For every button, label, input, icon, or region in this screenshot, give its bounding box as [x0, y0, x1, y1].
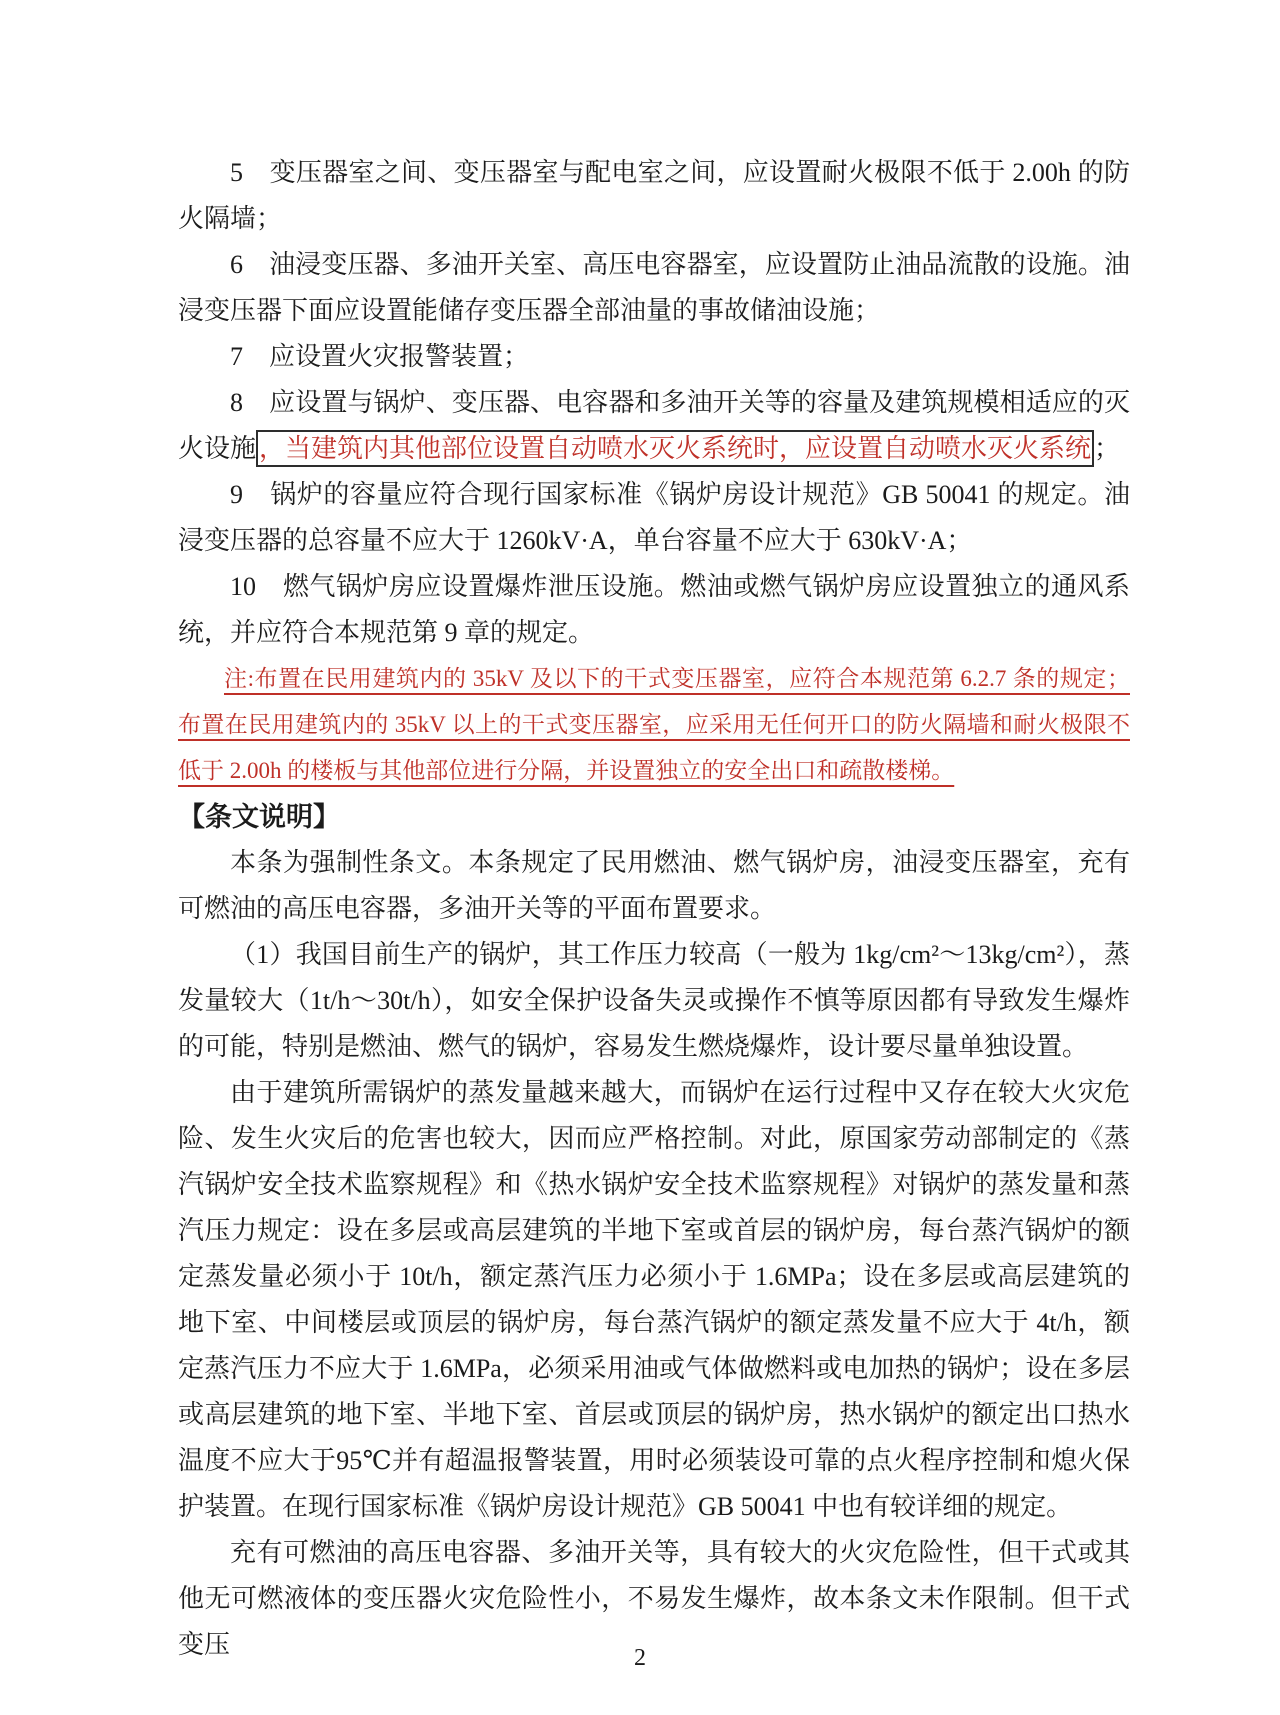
paragraph-item: [178, 242, 1130, 334]
text-run: 由于建筑所需锅炉的蒸发量越来越大，而锅炉在运行过程中又存在较大火灾危险、发生火灾后的危害也较大，因而应严格控制。对此，原国家劳动部制定的《蒸汽锅炉安全技术监察规程》和《热水锅炉安全技术监察规程》对锅炉的蒸发量和蒸汽压力规定：设在多层或高层建筑的半地下室或首层的锅炉房，每台蒸汽锅炉的额定蒸发量必须小于 10t/h，额定蒸汽压力必须小于 1.6MPa；设在多层或高层建筑的地下室、中间楼层或顶层的锅炉房，每台蒸汽锅炉的额定蒸发量不应大于 4t/h，额定蒸汽压力不应大于 1.6MPa，必须采用油或气体做燃料或电加热的锅炉；设在多层或高层建筑的地下室、半地下室、首层或顶层的锅炉房，热水锅炉的额定出口热水温度不应大于95℃并有超温报警装置，用时必须装设可靠的点火程序控制和熄火保护装置。在现行国家标准《锅炉房设计规范》GB 50041 中也有较详细的规定。: [178, 1078, 1130, 1521]
text-run: 6 油浸变压器、多油开关室、高压电容器室，应设置防止油品流散的设施。油浸变压器下面应设置能储存变压器全部油量的事故储油设施；: [178, 250, 1130, 325]
text-run: 9 锅炉的容量应符合现行国家标准《锅炉房设计规范》GB 50041 的规定。油浸变压器的总容量不应大于 1260kV·A，单台容量不应大于 630kV·A；: [178, 480, 1130, 555]
paragraph-item: [178, 334, 1130, 380]
paragraph-note: [178, 656, 1130, 794]
text-run: 10 燃气锅炉房应设置爆炸泄压设施。燃油或燃气锅炉房应设置独立的通风系统，并应符合本规范第 9 章的规定。: [178, 572, 1130, 647]
paragraph-body: [178, 932, 1130, 1070]
paragraph-item: [178, 150, 1130, 242]
paragraph-item: [178, 564, 1130, 656]
text-run: 【条文说明】: [178, 802, 340, 832]
text-run: 5 变压器室之间、变压器室与配电室之间，应设置耐火极限不低于 2.00h 的防火隔墙；: [178, 158, 1130, 233]
paragraph-body: [178, 840, 1130, 932]
paragraph-item: [178, 380, 1130, 472]
revision-box: ，当建筑内其他部位设置自动喷水灭火系统时，应设置自动喷水灭火系统: [256, 430, 1094, 467]
paragraph-body: [178, 1070, 1130, 1530]
document-content: [178, 150, 1130, 1668]
text-run: 7 应设置火灾报警装置；: [230, 342, 530, 371]
page-number: 2: [634, 1645, 646, 1671]
paragraph-heading: [178, 794, 1130, 840]
text-run: 注:布置在民用建筑内的 35kV 及以下的干式变压器室，应符合本规范第 6.2.7 条的规定；布置在民用建筑内的 35kV 以上的干式变压器室，应采用无任何开口的防火隔墙和耐火极限不低于 2.00h 的楼板与其他部位进行分隔，并设置独立的安全出口和疏散楼梯。: [178, 666, 1130, 783]
text-run: 充有可燃油的高压电容器、多油开关等，具有较大的火灾危险性，但干式或其他无可燃液体的变压器火灾危险性小，不易发生爆炸，故本条文未作限制。但干式变压: [178, 1538, 1130, 1659]
text-run: 本条为强制性条文。本条规定了民用燃油、燃气锅炉房，油浸变压器室，充有可燃油的高压电容器，多油开关等的平面布置要求。: [178, 848, 1130, 923]
text-run: ；: [1094, 434, 1121, 463]
paragraph-item: [178, 472, 1130, 564]
text-run: （1）我国目前生产的锅炉，其工作压力较高（一般为 1kg/cm²～13kg/cm²），蒸发量较大（1t/h～30t/h），如安全保护设备失灵或操作不慎等原因都有导致发生爆炸的可能，特别是燃油、燃气的锅炉，容易发生燃烧爆炸，设计要尽量单独设置。: [178, 940, 1130, 1061]
text-run: 8 应设置与锅炉、变压器、电容器和多油开关等的容量及建筑规模相适应的灭火设施: [178, 388, 1130, 463]
